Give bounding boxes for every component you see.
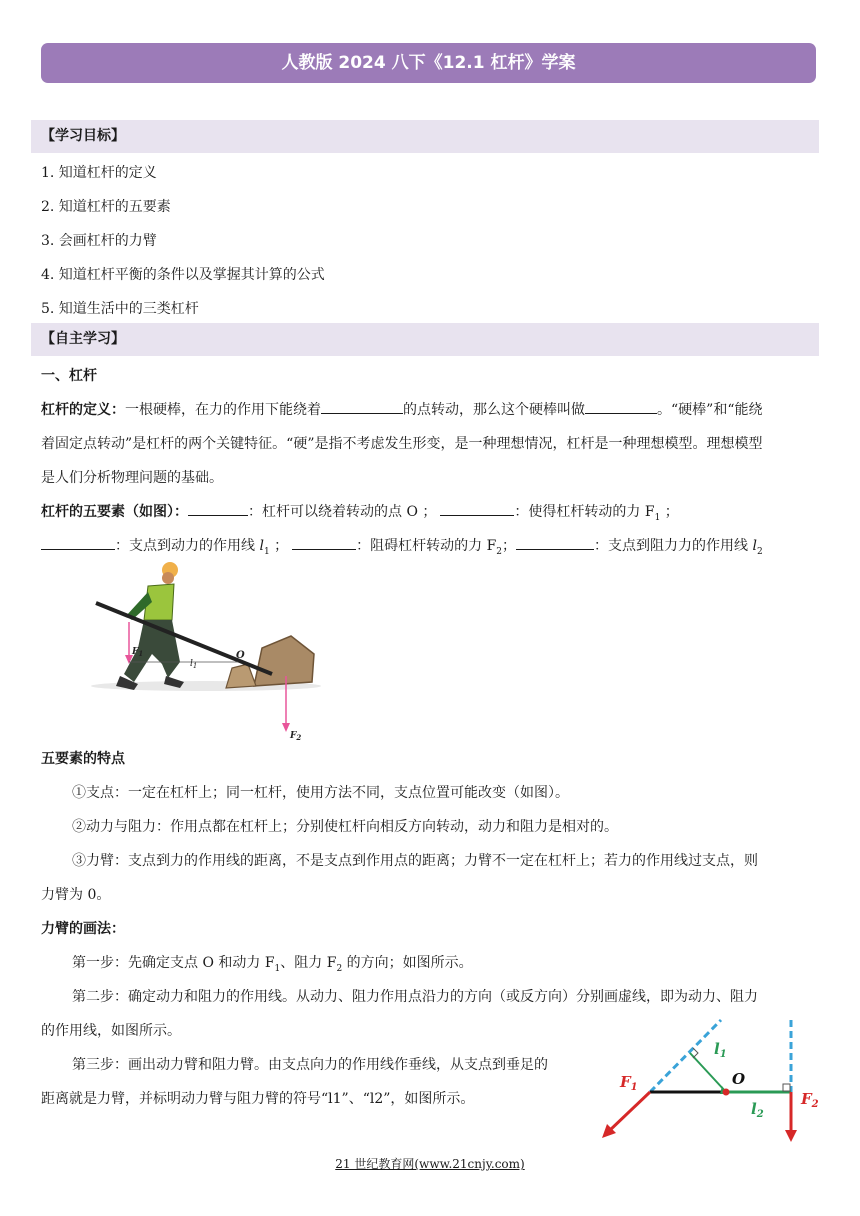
feature-arm-line1: ③力臂：支点到力的作用线的距离，不是支点到作用点的距离；力臂不一定在杠杆上；若力的作用线过支点，则 (72, 853, 758, 869)
svg-text:l2 (751, 1100, 764, 1120)
svg-text:F2 (289, 731, 301, 740)
blank-load[interactable] (292, 535, 356, 550)
step-text: 的方向；如图所示。 (342, 955, 473, 971)
subscript: 1 (138, 649, 144, 658)
subscript: 1 (719, 1049, 727, 1060)
definition-text: 的点转动，那么这个硬棒叫做 (403, 402, 585, 418)
f2-label: F (290, 731, 297, 740)
five-elements-line1 (41, 501, 679, 523)
fulcrum-o-label: O (732, 1070, 746, 1088)
f1-action-line (650, 1020, 721, 1092)
subscript: 1 (630, 1082, 638, 1093)
five-elements-text: ； (502, 538, 517, 554)
svg-text:F1 (619, 1073, 638, 1093)
subscript: 2 (811, 1099, 819, 1110)
large-rock (254, 636, 314, 686)
arm-drawing-heading: 力臂的画法： (41, 921, 125, 937)
svg-text:F1 (131, 647, 143, 658)
l1-label: l (714, 1040, 720, 1058)
symbol-l: l (752, 538, 757, 554)
subscript: 1 (192, 662, 198, 670)
blank-lever-name[interactable] (585, 399, 657, 414)
arm-step-3-line2: 距离就是力臂，并标明动力臂与阻力臂的符号“l1”、“l2”，如图所示。 (41, 1091, 475, 1107)
fulcrum-o-label: O (236, 650, 245, 661)
feature-arm-line2: 力臂为 0。 (41, 887, 111, 903)
lever-definition-line1 (41, 399, 762, 419)
five-elements-label: 杠杆的五要素（如图）： (41, 504, 188, 520)
five-elements-text: ：杠杆可以绕着转动的点 O ； (248, 504, 437, 520)
part-one-heading: 一、杠杆 (41, 368, 97, 384)
symbol-l: l (259, 538, 264, 554)
fulcrum-point (723, 1089, 730, 1096)
l2-label: l (751, 1100, 757, 1118)
force-arm-diagram (596, 1018, 836, 1148)
five-elements-text: ：支点到阻力力的作用线 (594, 538, 753, 554)
goal-item-1: 1. 知道杠杆的定义 (41, 165, 157, 181)
subscript: 2 (296, 733, 302, 740)
f2-label: F (801, 1090, 812, 1108)
five-elements-text: ：支点到动力的作用线 (115, 538, 260, 554)
lever-bar (96, 603, 272, 674)
lever-definition-line2: 着固定点转动”是杠杆的两个关键特征。“硬”是指不考虑发生形变，是一种理想情况，杠杆是一种理想模型。理想模型 (41, 436, 763, 452)
lever-definition-line3: 是人们分析物理问题的基础。 (41, 470, 223, 486)
f1-label: F (132, 647, 139, 657)
arm-step-2-line1: 第二步：确定动力和阻力的作用线。从动力、阻力作用点沿力的方向（或反方向）分别画虚线，即为动力、阻力 (72, 989, 758, 1005)
definition-text: 。“硬棒”和“能绕 (657, 402, 763, 418)
goal-item-2: 2. 知道杠杆的五要素 (41, 199, 171, 215)
f1-arrow (608, 1092, 650, 1132)
page-title-banner: 人教版 2024 八下《12.1 杠杆》学案 (41, 43, 816, 83)
subscript: 2 (496, 546, 503, 557)
subscript: 2 (756, 546, 763, 557)
goal-item-4: 4. 知道杠杆平衡的条件以及掌握其计算的公式 (41, 267, 325, 283)
svg-text:F2 (800, 1090, 819, 1110)
step-text: 第一步：先确定支点 O 和动力 F (72, 955, 275, 971)
five-elements-text: ； (269, 538, 289, 554)
five-elements-text: ：使得杠杆转动的力 F (514, 504, 655, 520)
subscript: 2 (756, 1109, 764, 1120)
definition-text: 一根硬棒，在力的作用下能绕着 (125, 402, 321, 418)
blank-effort[interactable] (440, 501, 514, 516)
learning-goals-heading: 【学习目标】 (31, 120, 819, 153)
blank-load-arm[interactable] (516, 535, 594, 550)
five-elements-text: ； (660, 504, 679, 520)
self-study-heading: 【自主学习】 (31, 323, 819, 356)
blank-effort-arm[interactable] (41, 535, 115, 550)
subscript: 1 (263, 546, 270, 557)
subscript: 1 (274, 963, 281, 974)
l1-label: l (190, 659, 193, 669)
five-elements-line2 (41, 535, 763, 557)
feature-forces: ②动力与阻力：作用点都在杠杆上；分别使杠杆向相反方向转动，动力和阻力是相对的。 (72, 819, 618, 835)
definition-label: 杠杆的定义： (41, 402, 125, 418)
features-heading: 五要素的特点 (41, 751, 125, 767)
subscript: 1 (654, 512, 661, 523)
arm-step-2-line2: 的作用线，如图所示。 (41, 1023, 181, 1039)
f1-label: F (620, 1073, 631, 1091)
goal-item-3: 3. 会画杠杆的力臂 (41, 233, 157, 249)
feature-fulcrum: ①支点：一定在杠杆上；同一杠杆，使用方法不同，支点位置可能改变（如图）。 (72, 785, 569, 801)
blank-fulcrum[interactable] (188, 501, 248, 516)
footer-link[interactable]: 21 世纪教育网(www.21cnjy.com) (335, 1157, 525, 1171)
arm-step-1 (72, 952, 473, 974)
five-elements-text: ：阻碍杠杆转动的力 F (356, 538, 497, 554)
worker-lever-figure (86, 558, 326, 740)
svg-text:l1 (714, 1040, 727, 1060)
svg-text:l1 (190, 659, 197, 670)
arm-step-3-line1: 第三步：画出动力臂和阻力臂。由支点向力的作用线作垂线，从支点到垂足的 (72, 1057, 548, 1073)
blank-fixed-point[interactable] (321, 399, 403, 414)
subscript: 2 (336, 963, 343, 974)
step-text: 、阻力 F (280, 955, 337, 971)
goal-item-5: 5. 知道生活中的三类杠杆 (41, 301, 199, 317)
